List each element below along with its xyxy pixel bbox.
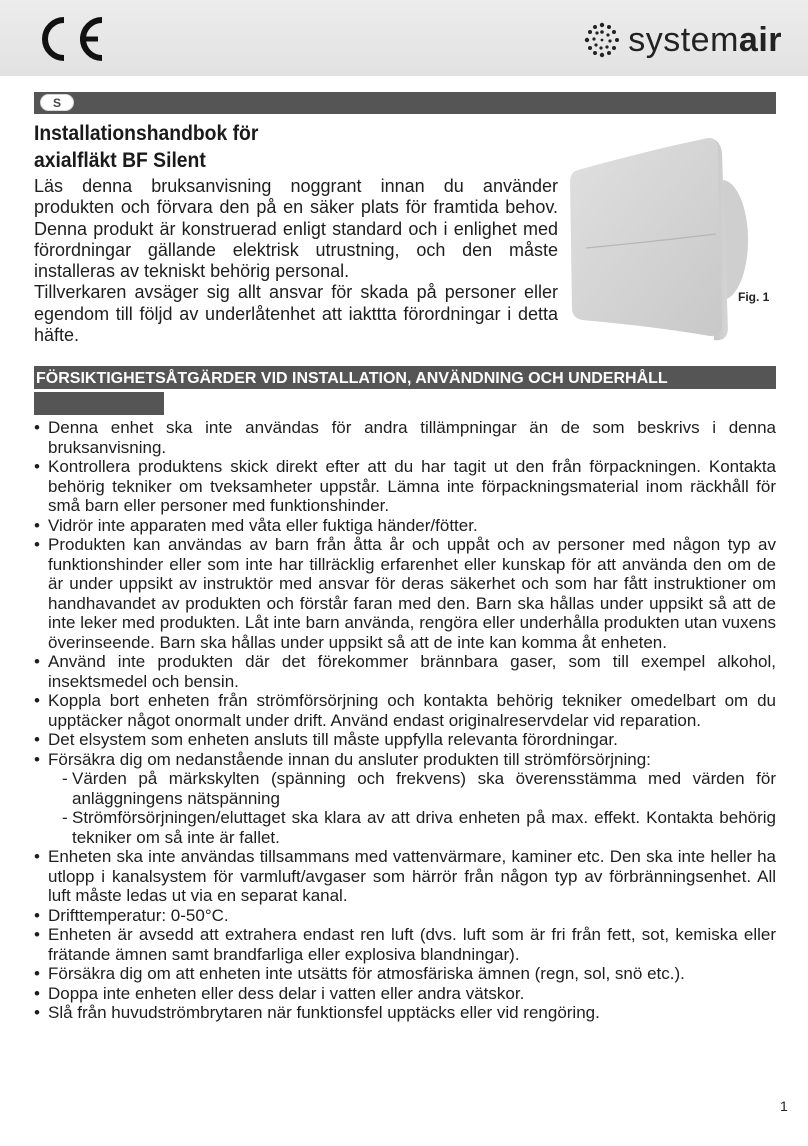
list-item: • Denna enhet ska inte användas för andra tillämpningar än de som beskrivs i denna bruksanvisning.: [34, 418, 776, 457]
intro-text: [34, 176, 558, 346]
bullet-icon: •: [34, 535, 40, 554]
list-item: • Slå från huvudströmbrytaren när funktionsfel upptäcks eller vid rengöring.: [34, 1003, 600, 1022]
ce-mark-icon: [30, 14, 110, 64]
page-title: [34, 120, 338, 174]
list-item: • Det elsystem som enheten ansluts till måste uppfylla relevanta förordningar.: [34, 730, 618, 749]
language-bar: [34, 92, 776, 114]
title-line-1: Installationshandbok för: [34, 122, 259, 145]
sub-list: [48, 769, 776, 847]
bullet-icon: •: [34, 905, 40, 925]
bullet-icon: •: [34, 983, 40, 1003]
header-band: [0, 0, 808, 76]
page-number: 1: [780, 1098, 788, 1114]
bullet-icon: •: [34, 515, 40, 535]
bullet-icon: •: [34, 964, 40, 983]
bullet-icon: •: [34, 730, 40, 749]
bullet-icon: •: [34, 457, 40, 476]
systemair-dot-icon: [582, 20, 622, 60]
bullet-icon: •: [34, 1003, 40, 1022]
list-item: • Försäkra dig om att enheten inte utsätts för atmosfäriska ämnen (regn, sol, snö etc.).: [34, 964, 685, 983]
list-item: • Koppla bort enheten från strömförsörjning och kontakta behörig tekniker omedelbart om du upptäcker något onormalt under drift. Använd endast originalreservdelar vid reparation.: [34, 691, 776, 730]
systemair-logo: [582, 20, 782, 60]
fan-illustration: [560, 130, 750, 345]
list-item: • Kontrollera produktens skick direkt efter att du har tagit ut den från förpackningen. Kontakta behörig tekniker om tveksamheter uppstår. Lämna inte förpackningsmaterial inom räckhåll för små barn eller personer med funktionshinder.: [34, 457, 776, 515]
figure-label: Fig. 1: [738, 290, 770, 304]
intro-paragraph-1: Läs denna bruksanvisning noggrant innan du använder produkten och förvara den på en säker plats för framtida behov. Denna produkt är konstruerad enligt standard och i enlighet med förordningar gällande elektrisk utrustning, och den måste installeras av tekniskt behörig personal.: [34, 176, 558, 282]
list-item: • Doppa inte enheten eller dess delar i vatten eller andra vätskor.: [34, 983, 525, 1003]
precautions-list: [34, 418, 776, 1023]
bullet-icon: •: [34, 691, 40, 710]
intro-paragraph-2: Tillverkaren avsäger sig allt ansvar för skada på personer eller egendom till följd av underlåtenhet att iakttta förordningar i detta häfte.: [34, 282, 558, 346]
title-line-2: axialfläkt BF Silent: [34, 149, 206, 172]
list-item: • Enheten ska inte användas tillsammans med vattenvärmare, kaminer etc. Den ska inte heller ha utlopp i kanalsystem för varmluft/avgaser som härrör från någon typ av förbränningsenhet. All luft måste ledas ut via en separat kanal.: [34, 847, 776, 905]
systemair-wordmark: systemair: [628, 21, 782, 59]
list-item: • Produkten kan användas av barn från åtta år och uppåt och av personer med någon typ av funktionshinder eller som inte har tillräcklig erfarenhet eller kunskap för att använda den om de är under uppsikt av instruktör med ansvar för deras säkerhet och som har fått instruktioner om handhavandet av produkten och förstår faran med den. Barn ska hållas under uppsikt så att de inte leker med produkten. Låt inte barn använda, rengöra eller underhålla produkten utan vuxens överinseende. Barn ska hållas under uppsikt så att de inte kan komma åt enheten.: [34, 535, 776, 652]
bullet-icon: •: [34, 847, 40, 866]
section-title: FÖRSIKTIGHETSÅTGÄRDER VID INSTALLATION, ANVÄNDNING OCH UNDERHÅLL: [36, 370, 668, 387]
bullet-icon: •: [34, 652, 40, 671]
list-item: • Vidrör inte apparaten med våta eller fuktiga händer/fötter.: [34, 515, 478, 535]
bullet-icon: •: [34, 925, 40, 944]
bullet-icon: •: [34, 749, 40, 769]
section-bar-bottom: [34, 392, 164, 415]
language-badge: S: [40, 94, 74, 111]
sub-list-item: - Strömförsörjningen/eluttaget ska klara av att driva enheten på max. effekt. Kontakta behörig tekniker om så inte är fallet.: [62, 808, 776, 847]
list-item: • Använd inte produkten där det förekommer brännbara gaser, som till exempel alkohol, insektsmedel och bensin.: [34, 652, 776, 691]
bullet-icon: •: [34, 418, 40, 437]
list-item: • Försäkra dig om nedanstående innan du ansluter produkten till strömförsörjning: - Värden på märkskylten (spänning och frekvens) ska överensstämma med värden för anläggningens nätspänning - Strömförsörjningen/eluttaget ska klara av att driva enheten på max. effekt. Kontakta behörig tekniker om så inte är fallet.: [34, 749, 776, 847]
sub-list-item: - Värden på märkskylten (spänning och frekvens) ska överensstämma med värden för anläggningens nätspänning: [62, 769, 776, 808]
list-item: • Drifttemperatur: 0-50°C.: [34, 905, 229, 925]
list-item: • Enheten är avsedd att extrahera endast ren luft (dvs. luft som är fri från fett, sot, kemiska eller frätande ämnen samt brandfarliga eller explosiva blandningar).: [34, 925, 776, 964]
